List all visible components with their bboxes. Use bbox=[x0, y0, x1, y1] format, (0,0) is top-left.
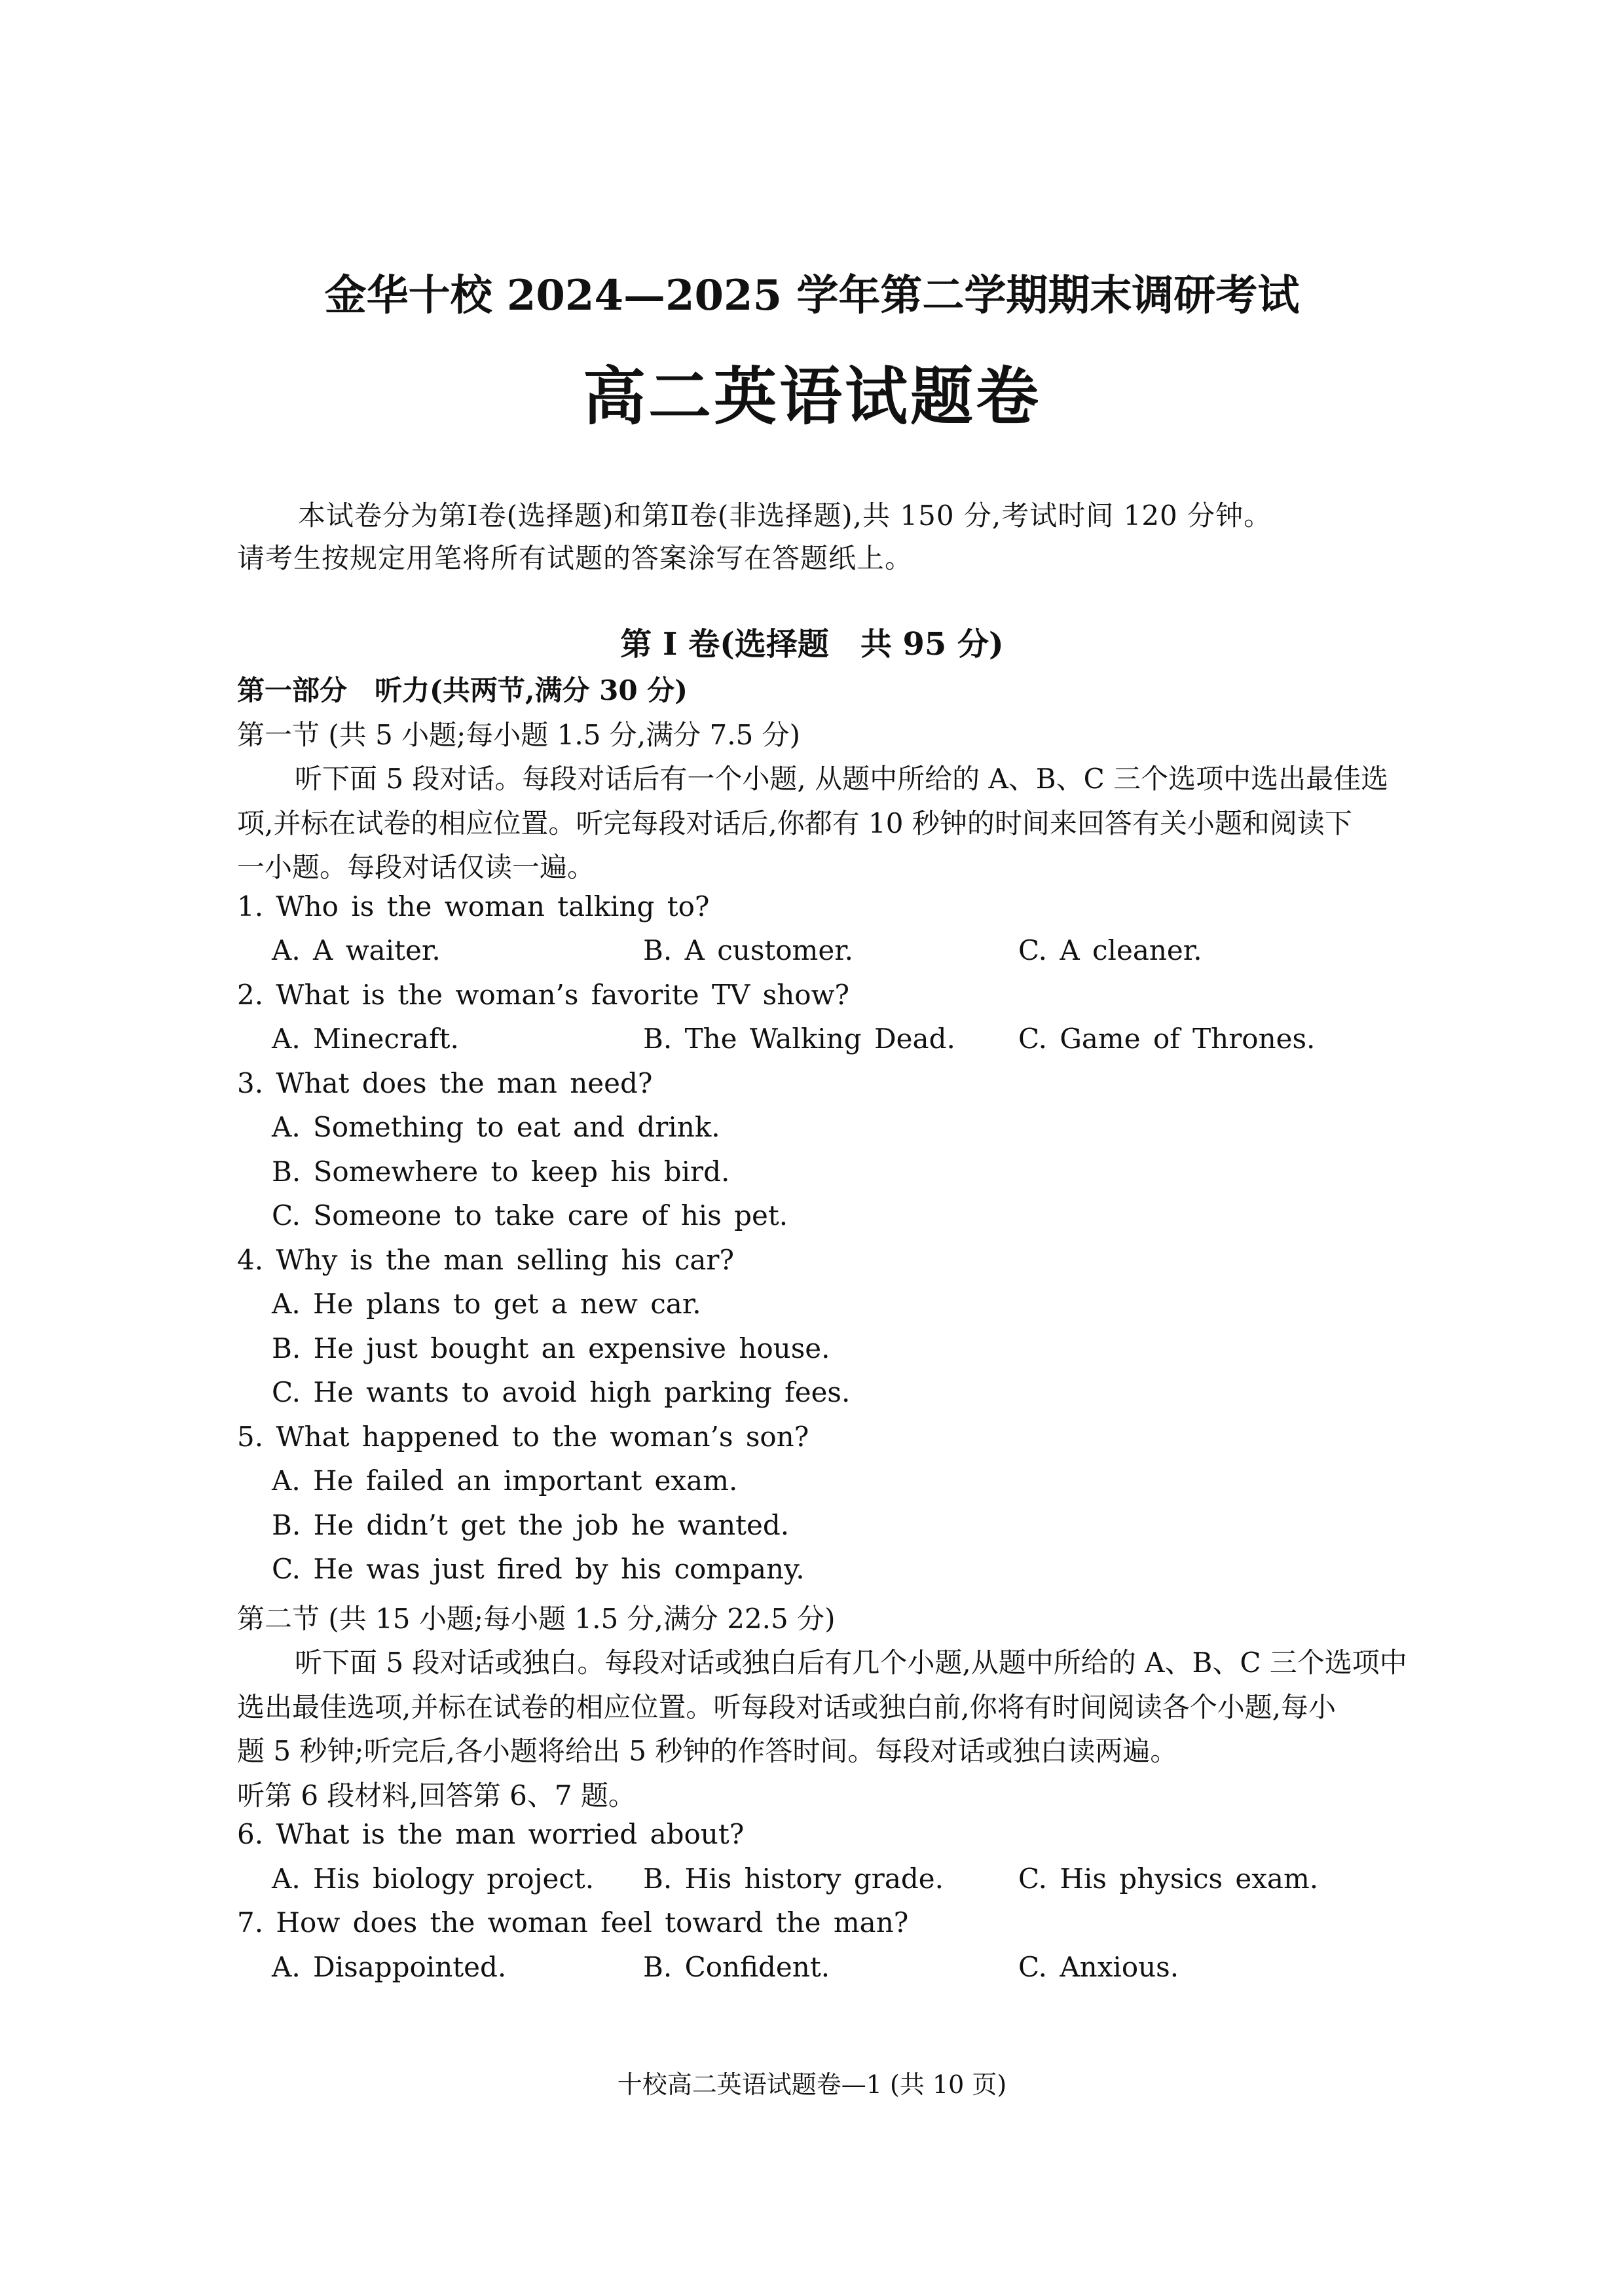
question-3-option-c: C. Someone to take care of his pet. bbox=[272, 1199, 788, 1231]
question-4-option-b: B. He just bought an expensive house. bbox=[272, 1332, 830, 1364]
question-1: 1. Who is the woman talking to? bbox=[237, 890, 710, 922]
subsection-two-heading: 第二节 (共 15 小题;每小题 1.5 分,满分 22.5 分) bbox=[237, 1603, 836, 1635]
question-5: 5. What happened to the woman’s son? bbox=[237, 1421, 809, 1453]
material-instruction: 听第 6 段材料,回答第 6、7 题。 bbox=[237, 1779, 636, 1812]
question-3-option-b: B. Somewhere to keep his bird. bbox=[272, 1156, 730, 1188]
question-5-option-b: B. He didn’t get the job he wanted. bbox=[272, 1509, 790, 1541]
question-5-option-a: A. He failed an important exam. bbox=[272, 1465, 738, 1497]
question-7-option-c: C. Anxious. bbox=[1018, 1951, 1179, 1983]
question-6: 6. What is the man worried about? bbox=[237, 1818, 745, 1850]
question-1-option-a: A. A waiter. bbox=[272, 934, 441, 966]
instruction-line: 一小题。每段对话仅读一遍。 bbox=[237, 851, 595, 883]
question-7: 7. How does the woman feel toward the man? bbox=[237, 1906, 909, 1939]
instruction-line: 听下面 5 段对话或独白。每段对话或独白后有几个小题,从题中所给的 A、B、C 三个选项中 bbox=[295, 1647, 1407, 1679]
question-2-option-a: A. Minecraft. bbox=[272, 1023, 459, 1055]
question-6-option-a: A. His biology project. bbox=[272, 1863, 595, 1895]
question-6-option-b: B. His history grade. bbox=[643, 1863, 944, 1895]
question-3-option-a: A. Something to eat and drink. bbox=[272, 1111, 720, 1143]
instruction-line: 题 5 秒钟;听完后,各小题将给出 5 秒钟的作答时间。每段对话或独白读两遍。 bbox=[237, 1735, 1178, 1767]
exam-subtitle: 高二英语试题卷 bbox=[583, 359, 1041, 433]
question-7-option-a: A. Disappointed. bbox=[272, 1951, 507, 1983]
exam-title: 金华十校 2024—2025 学年第二学期期末调研考试 bbox=[324, 271, 1300, 320]
page-footer: 十校高二英语试题卷—1 (共 10 页) bbox=[617, 2070, 1007, 2099]
part-one-heading: 第一部分 听力(共两节,满分 30 分) bbox=[237, 674, 688, 706]
question-4-option-c: C. He wants to avoid high parking fees. bbox=[272, 1376, 851, 1408]
question-7-option-b: B. Confident. bbox=[643, 1951, 830, 1983]
instruction-line: 项,并标在试卷的相应位置。听完每段对话后,你都有 10 秒钟的时间来回答有关小题和阅读下 bbox=[237, 807, 1352, 839]
question-2-option-b: B. The Walking Dead. bbox=[643, 1023, 955, 1055]
section-heading: 第 I 卷(选择题 共 95 分) bbox=[620, 626, 1004, 663]
instruction-line: 听下面 5 段对话。每段对话后有一个小题, 从题中所给的 A、B、C 三个选项中选出最佳选 bbox=[295, 763, 1389, 795]
question-2: 2. What is the woman’s favorite TV show? bbox=[237, 979, 850, 1011]
question-1-option-c: C. A cleaner. bbox=[1018, 934, 1202, 966]
question-4: 4. Why is the man selling his car? bbox=[237, 1244, 734, 1276]
question-4-option-a: A. He plans to get a new car. bbox=[272, 1288, 701, 1320]
intro-line-1: 本试卷分为第Ⅰ卷(选择题)和第Ⅱ卷(非选择题),共 150 分,考试时间 120 分钟。 bbox=[298, 500, 1272, 532]
subsection-one-heading: 第一节 (共 5 小题;每小题 1.5 分,满分 7.5 分) bbox=[237, 719, 801, 751]
question-5-option-c: C. He was just fired by his company. bbox=[272, 1553, 805, 1585]
question-3: 3. What does the man need? bbox=[237, 1067, 653, 1099]
question-2-option-c: C. Game of Thrones. bbox=[1018, 1023, 1316, 1055]
instruction-line: 选出最佳选项,并标在试卷的相应位置。听每段对话或独白前,你将有时间阅读各个小题,每小 bbox=[237, 1691, 1337, 1723]
question-6-option-c: C. His physics exam. bbox=[1018, 1863, 1319, 1895]
question-1-option-b: B. A customer. bbox=[643, 934, 854, 966]
intro-line-2: 请考生按规定用笔将所有试题的答案涂写在答题纸上。 bbox=[237, 542, 913, 574]
